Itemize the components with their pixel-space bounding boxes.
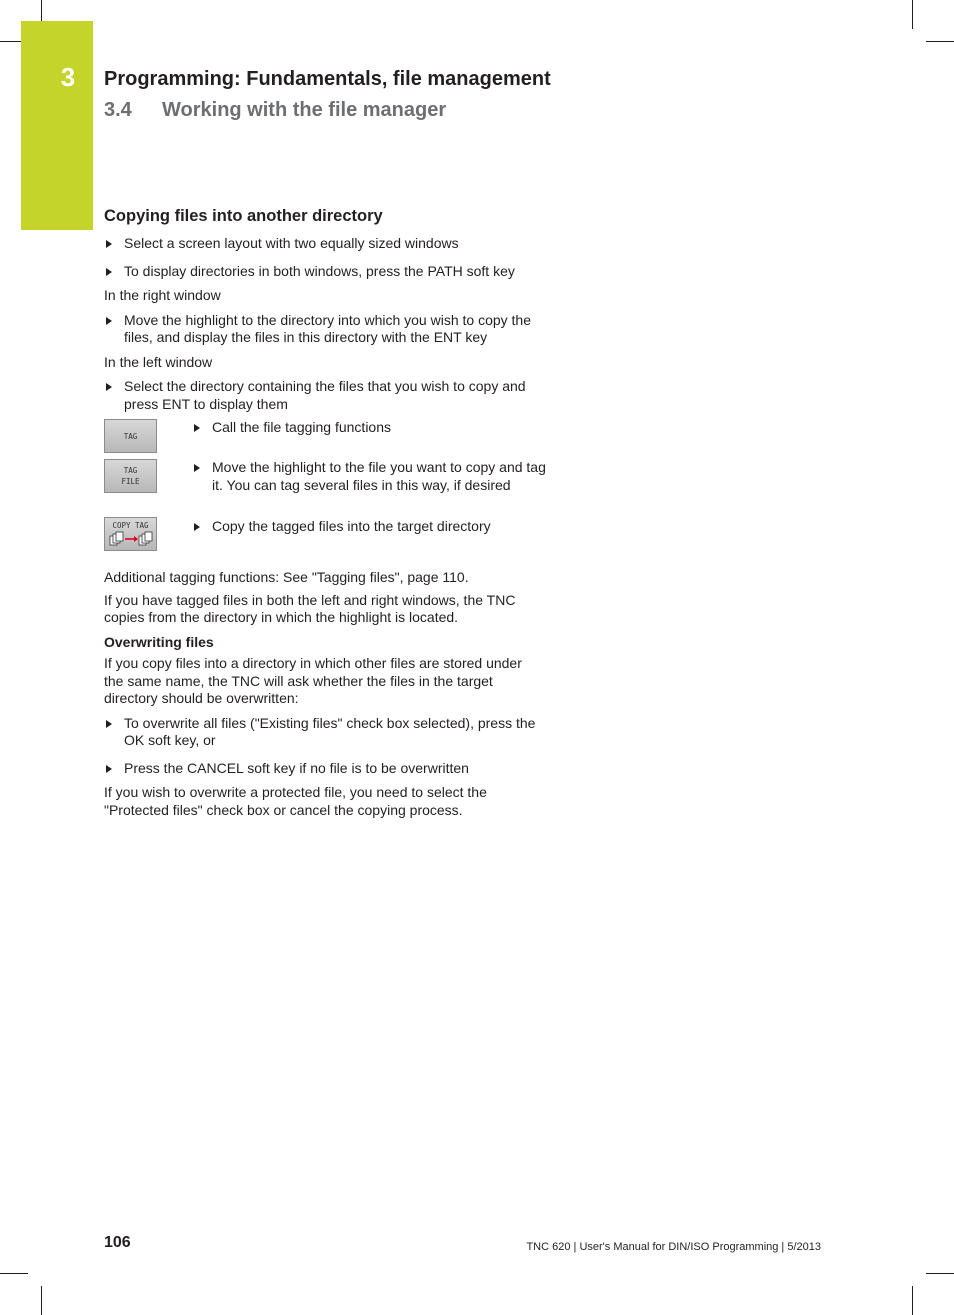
section-number: 3.4 xyxy=(104,99,132,121)
crop-mark xyxy=(0,41,21,42)
crop-mark xyxy=(41,1286,42,1315)
step-item: Select a screen layout with two equally sized windows xyxy=(104,235,544,253)
bullet-arrow-icon xyxy=(106,720,112,728)
tag-file-softkey[interactable]: TAG FILE xyxy=(104,459,157,493)
bullet-arrow-icon xyxy=(106,383,112,391)
step-item: Call the file tagging functions xyxy=(192,419,552,437)
section-heading: Copying files into another directory xyxy=(104,207,383,225)
both-windows-note: If you have tagged files in both the left and right windows, the TNC copies from the directory in which the highlight is located. xyxy=(104,591,516,625)
crop-mark xyxy=(912,1286,913,1315)
crop-mark xyxy=(926,1273,954,1274)
protected-files-note: If you wish to overwrite a protected file, you need to select the "Protected files" check box or cancel the copying process. xyxy=(104,784,487,818)
left-window-label: In the left window xyxy=(104,353,213,370)
step-item: To display directories in both windows, press the PATH soft key xyxy=(104,263,544,281)
crop-mark xyxy=(926,41,954,42)
section-title-text: Working with the file manager xyxy=(162,99,447,121)
overwriting-intro: If you copy files into a directory in which other files are stored under the same name, the TNC will ask whether the files in the target directory should be overwritten: xyxy=(104,655,522,706)
step-item: Select the directory containing the files that you wish to copy and press ENT to display them xyxy=(104,378,544,413)
tag-softkey[interactable]: TAG xyxy=(104,419,157,453)
right-window-label: In the right window xyxy=(104,287,221,303)
crop-mark xyxy=(912,0,913,29)
bullet-arrow-icon xyxy=(106,240,112,248)
bullet-arrow-icon xyxy=(194,523,200,531)
additional-functions-note: Additional tagging functions: See "Tagging files", page 110. xyxy=(104,569,469,585)
copy-tag-softkey[interactable]: COPY TAG xyxy=(104,517,157,551)
page-number: 106 xyxy=(104,1234,131,1251)
step-item: Move the highlight to the file you want to copy and tag it. You can tag several files in this way, if desired xyxy=(192,459,552,494)
footer-text: TNC 620 | User's Manual for DIN/ISO Programming | 5/2013 xyxy=(526,1241,821,1253)
step-item: Copy the tagged files into the target directory xyxy=(192,518,552,536)
overwriting-heading: Overwriting files xyxy=(104,633,214,650)
bullet-arrow-icon xyxy=(106,317,112,325)
bullet-arrow-icon xyxy=(194,424,200,432)
bullet-arrow-icon xyxy=(106,268,112,276)
softkey-steps xyxy=(104,419,544,569)
crop-mark xyxy=(0,1273,28,1274)
section-title xyxy=(104,99,446,122)
main-content xyxy=(104,205,544,819)
copy-files-icon xyxy=(107,531,155,547)
step-item: Move the highlight to the directory into which you wish to copy the files, and display the files in this directory with the ENT key xyxy=(104,312,544,347)
step-item: Press the CANCEL soft key if no file is to be overwritten xyxy=(104,760,544,778)
chapter-number: 3 xyxy=(60,62,76,92)
chapter-tab xyxy=(21,21,93,230)
crop-mark xyxy=(41,0,42,21)
bullet-arrow-icon xyxy=(194,464,200,472)
bullet-arrow-icon xyxy=(106,765,112,773)
chapter-title: Programming: Fundamentals, file management xyxy=(104,68,551,90)
step-item: To overwrite all files ("Existing files" check box selected), press the OK soft key, or xyxy=(104,715,544,750)
